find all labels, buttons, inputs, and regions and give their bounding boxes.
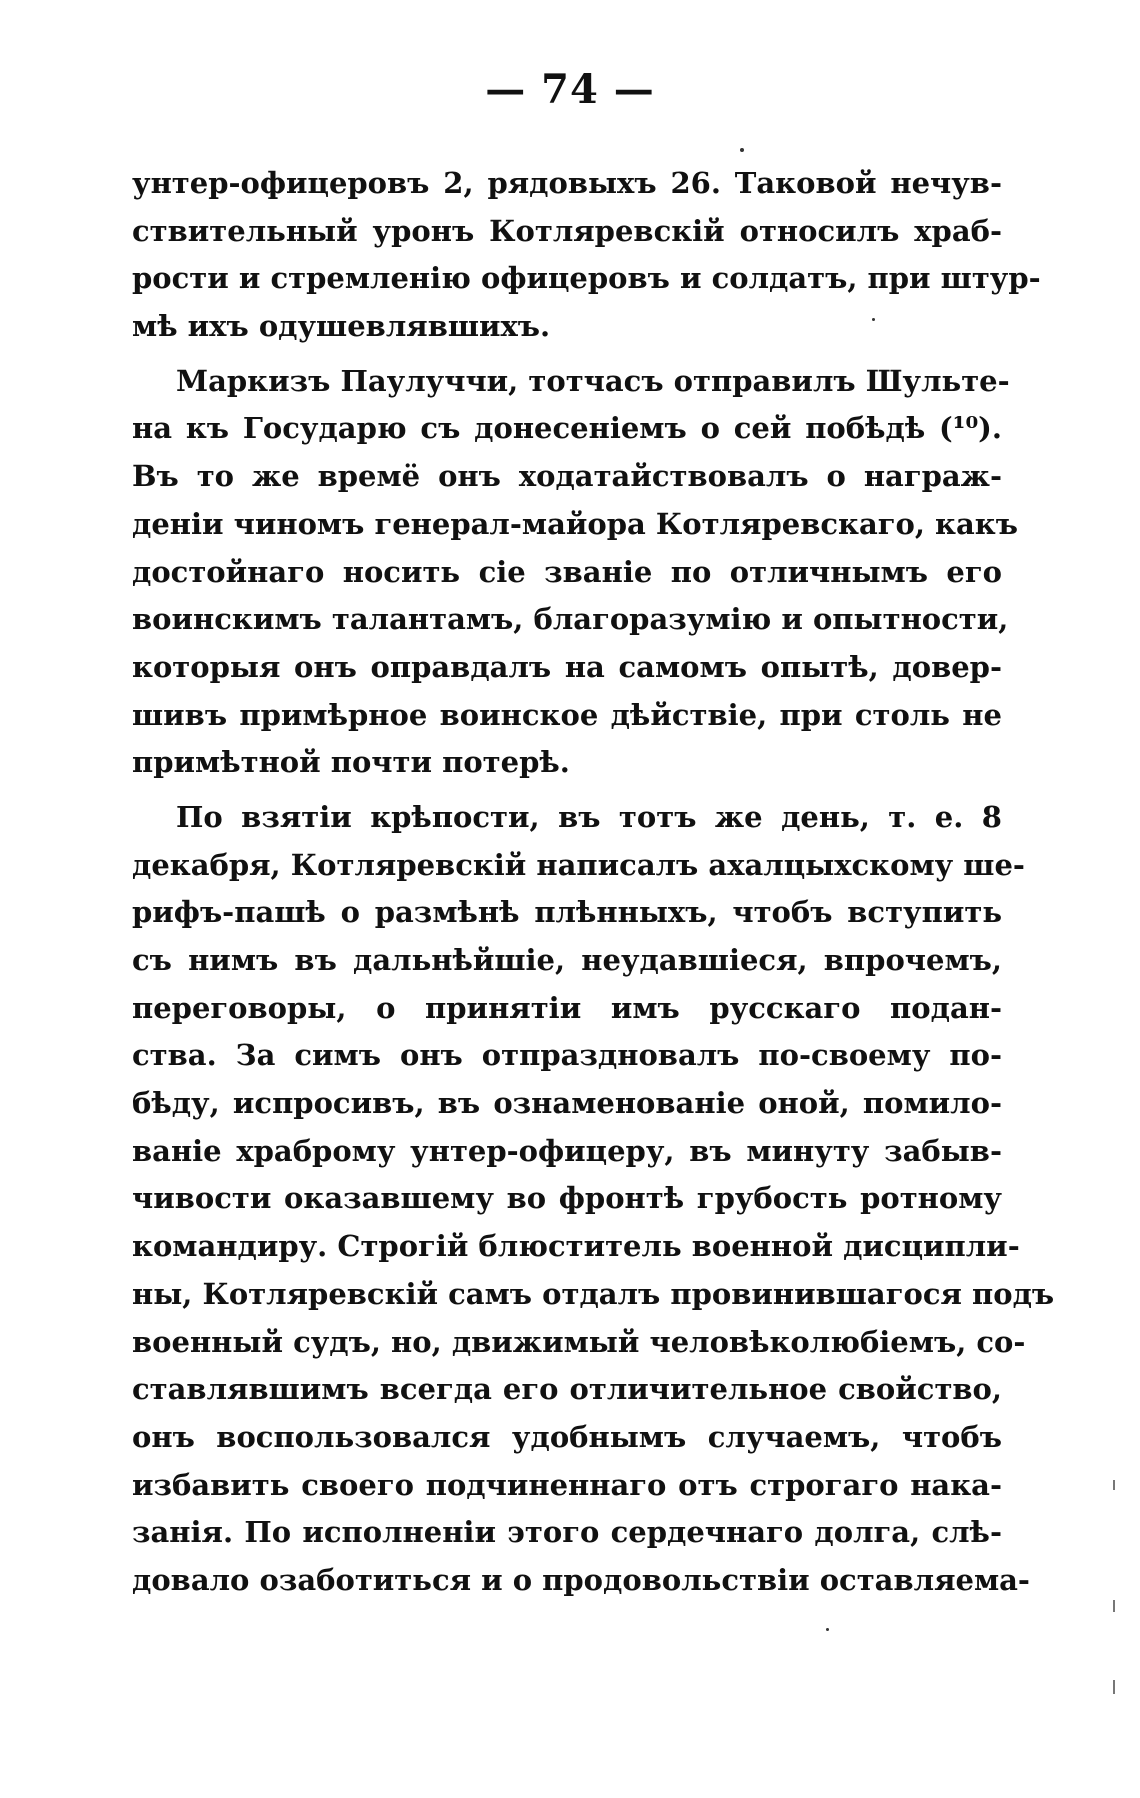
- paragraph: [132, 160, 1041, 351]
- page-text: [132, 160, 1055, 1605]
- text-line: Маркизъ Паулуччи, тотчасъ отправилъ Шульте-: [176, 363, 1010, 398]
- text-line: декабря, Котляревскій написалъ ахалцыхскому ше-: [132, 847, 1025, 882]
- text-line: онъ воспользовался удобнымъ случаемъ, чтобъ: [132, 1419, 1002, 1454]
- text-line: деніи чиномъ генерал-майора Котляревскаго, какъ: [132, 506, 1018, 541]
- scan-edge-mark: [1113, 1480, 1115, 1490]
- text-line: переговоры, о принятіи имъ русскаго подан-: [132, 990, 1002, 1025]
- text-line: ствительный уронъ Котляревскій относилъ храб-: [132, 213, 1002, 248]
- page-number: — 74 —: [485, 66, 655, 113]
- scan-edge-mark: [1113, 1680, 1115, 1694]
- text-line: избавить своего подчиненнаго отъ строгаго нака-: [132, 1467, 1002, 1502]
- text-line: шивъ примѣрное воинское дѣйствіе, при столь не: [132, 697, 1002, 732]
- text-line: чивости оказавшему во фронтѣ грубость ротному: [132, 1181, 1002, 1216]
- text-line: бѣду, испросивъ, въ ознаменованіе оной, помило-: [132, 1086, 1002, 1121]
- text-line: достойнаго носить сіе званіе по отличнымъ его: [132, 554, 1002, 589]
- text-line: съ нимъ въ дальнѣйшіе, неудавшіеся, впрочемъ,: [132, 943, 1002, 977]
- text-line: рифъ-пашѣ о размѣнѣ плѣнныхъ, чтобъ вступить: [132, 895, 1002, 930]
- text-line: Въ то же времё онъ ходатайствовалъ о награж-: [132, 459, 1002, 494]
- scan-speck: [740, 148, 744, 152]
- text-line: военный судъ, но, движимый человѣколюбіемъ, со-: [132, 1324, 1026, 1359]
- scan-edge-mark: [1113, 1600, 1115, 1612]
- text-line: командиру. Строгій блюститель военной дисципли-: [132, 1229, 1020, 1264]
- text-line: занія. По исполненіи этого сердечнаго долга, слѣ-: [132, 1515, 1002, 1550]
- text-line: ваніе храброму унтер-офицеру, въ минуту забыв-: [132, 1133, 1002, 1168]
- text-line: По взятіи крѣпости, въ тотъ же день, т. е. 8: [176, 799, 1002, 834]
- text-line: мѣ ихъ одушевлявшихъ.: [132, 309, 551, 344]
- text-line: на къ Государю съ донесеніемъ о сей побѣдѣ (¹⁰).: [132, 411, 1002, 446]
- scan-speck: [826, 1628, 829, 1631]
- scan-speck: [872, 318, 875, 321]
- text-line: довало озаботиться и о продовольствіи оставляема-: [132, 1562, 1030, 1597]
- text-line: ставлявшимъ всегда его отличительное свойство,: [132, 1372, 1002, 1407]
- paragraph: [132, 358, 1018, 787]
- text-line: примѣтной почти потерѣ.: [132, 745, 570, 780]
- paragraph: [132, 794, 1055, 1605]
- text-line: ства. За симъ онъ отпраздновалъ по-своему по-: [132, 1038, 1002, 1073]
- text-line: которыя онъ оправдалъ на самомъ опытѣ, довер-: [132, 649, 1002, 684]
- text-line: унтер-офицеровъ 2, рядовыхъ 26. Таковой нечув-: [132, 166, 1002, 200]
- text-line: рости и стремленію офицеровъ и солдатъ, при штур-: [132, 261, 1041, 296]
- text-line: ны, Котляревскій самъ отдалъ провинившагося подъ: [132, 1276, 1055, 1311]
- text-line: воинскимъ талантамъ, благоразумію и опытности,: [132, 602, 1009, 637]
